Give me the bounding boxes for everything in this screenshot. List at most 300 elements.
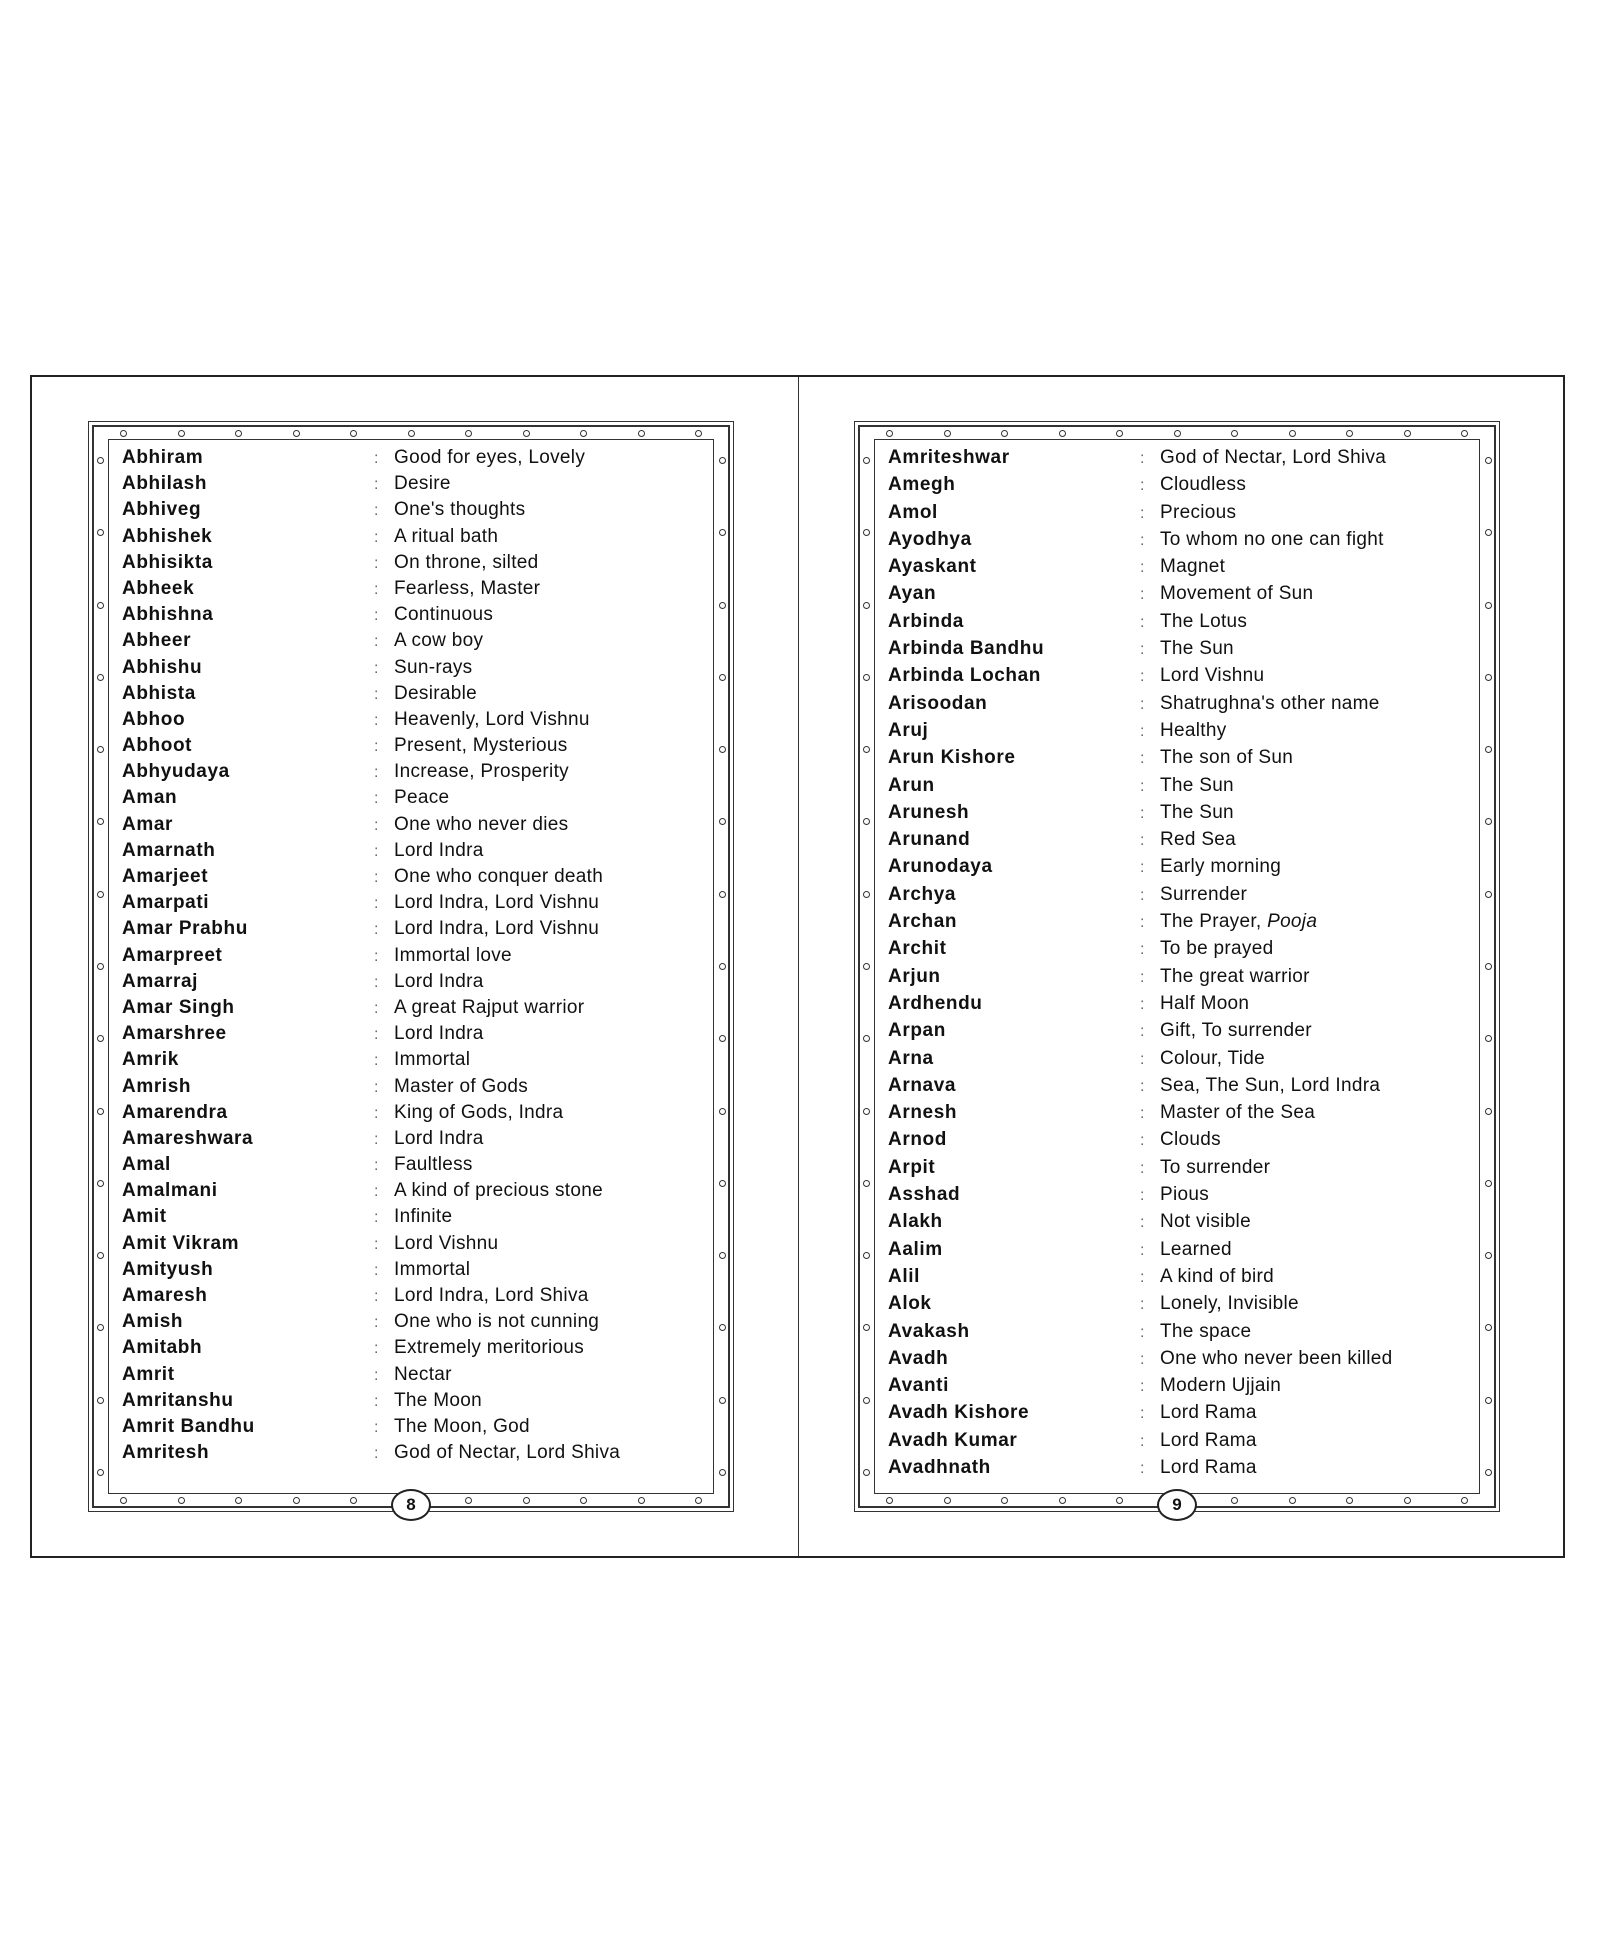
entry-meaning	[394, 997, 704, 1019]
entry-meaning	[394, 473, 704, 495]
entry-meaning-text: Heavenly, Lord Vishnu	[394, 708, 590, 730]
entry-meaning	[1160, 1293, 1470, 1315]
entry-meaning	[394, 630, 704, 652]
entry-meaning-text: A cow boy	[394, 630, 484, 652]
entry-name: Ayaskant	[888, 556, 977, 578]
frame-rivet	[719, 1469, 726, 1476]
name-entry	[888, 802, 1470, 829]
entry-name: Amarraj	[122, 970, 199, 992]
name-entry	[888, 1430, 1470, 1457]
entry-name: Archan	[888, 911, 958, 933]
frame-rivets-left	[860, 457, 872, 1476]
entry-name: Abhyudaya	[122, 761, 230, 783]
entry-name: Amrit	[122, 1363, 175, 1385]
name-entry	[122, 1390, 704, 1416]
frame-rivet	[863, 818, 870, 825]
entry-name: Aman	[122, 787, 178, 809]
entry-meaning-text: Sun-rays	[394, 656, 473, 678]
entry-name: Aruj	[888, 719, 929, 741]
entry-meaning-text: The Sun	[1160, 774, 1234, 796]
name-entry	[122, 1206, 704, 1232]
name-entry	[888, 1102, 1470, 1129]
name-entry	[888, 1184, 1470, 1211]
frame-rivet	[863, 674, 870, 681]
entry-meaning	[394, 1311, 704, 1333]
entry-separator: :	[374, 711, 379, 729]
entry-meaning-text: Lord Vishnu	[1160, 665, 1265, 687]
entry-name: Amar	[122, 813, 173, 835]
entry-meaning	[394, 526, 704, 548]
frame-rivet	[1461, 430, 1468, 437]
entry-separator: :	[1140, 450, 1145, 467]
name-entry	[122, 683, 704, 709]
entry-meaning-text: Desire	[394, 473, 451, 495]
entry-name: Amarnath	[122, 839, 216, 861]
frame-rivets-right	[1482, 457, 1494, 1476]
name-entry	[888, 884, 1470, 911]
entry-meaning-text: The Prayer,	[1160, 911, 1268, 933]
name-entry	[888, 474, 1470, 501]
name-entry	[888, 966, 1470, 993]
entry-name: Arna	[888, 1047, 934, 1069]
name-entry	[122, 1128, 704, 1154]
name-entry	[122, 1049, 704, 1075]
entry-meaning	[1160, 1239, 1470, 1261]
entry-meaning-text: Gift, To surrender	[1160, 1020, 1312, 1042]
entry-meaning-text: Lord Rama	[1160, 1402, 1257, 1424]
entry-separator: :	[1140, 1405, 1145, 1423]
name-entry	[122, 630, 704, 656]
name-entry	[122, 1102, 704, 1128]
frame-rivet	[523, 1497, 530, 1504]
entry-separator: :	[1140, 613, 1145, 631]
frame-rivet	[719, 963, 726, 970]
name-entry	[122, 892, 704, 918]
entry-meaning-text: Shatrughna's other name	[1160, 692, 1380, 714]
page-number: 9	[1157, 1489, 1197, 1521]
entry-name: Amareshwara	[122, 1127, 254, 1149]
entry-meaning-text: The great warrior	[1160, 965, 1310, 987]
frame-rivet	[97, 1252, 104, 1259]
entry-meaning-text: A kind of bird	[1160, 1265, 1275, 1287]
entry-meaning-text: Surrender	[1160, 883, 1248, 905]
entry-separator: :	[1140, 804, 1145, 822]
frame-rivet	[719, 1035, 726, 1042]
entry-separator: :	[374, 1314, 379, 1332]
entry-name: Amarpati	[122, 892, 210, 914]
entry-meaning-text: Red Sea	[1160, 829, 1237, 851]
name-entry	[888, 856, 1470, 883]
entry-separator: :	[1140, 504, 1145, 522]
frame-rivet	[97, 602, 104, 609]
name-list	[122, 447, 704, 1468]
entry-separator: :	[374, 580, 379, 598]
entry-meaning	[394, 447, 704, 469]
frame-rivet	[719, 818, 726, 825]
entry-name: Arunesh	[888, 801, 970, 823]
entry-name: Amitabh	[122, 1337, 203, 1359]
entry-meaning-text: A great Rajput warrior	[394, 996, 585, 1018]
entry-meaning	[1160, 1102, 1470, 1124]
entry-separator: :	[374, 554, 379, 572]
frame-rivet	[1116, 430, 1123, 437]
entry-separator: :	[374, 1052, 379, 1070]
entry-meaning	[1160, 502, 1470, 524]
entry-meaning-text: Lord Indra	[394, 1023, 484, 1045]
entry-separator: :	[374, 1445, 379, 1463]
entry-meaning-text: Sea, The Sun, Lord Indra	[1160, 1074, 1381, 1096]
entry-separator: :	[1140, 777, 1145, 795]
name-entry	[888, 747, 1470, 774]
entry-separator: :	[1140, 1241, 1145, 1259]
entry-meaning	[394, 683, 704, 705]
name-entry	[888, 829, 1470, 856]
entry-name: Abheek	[122, 577, 195, 599]
entry-name: Avadhnath	[888, 1456, 991, 1478]
name-entry	[122, 526, 704, 552]
entry-meaning	[1160, 1184, 1470, 1206]
entry-meaning	[1160, 1321, 1470, 1343]
entry-separator: :	[374, 1340, 379, 1358]
name-entry	[122, 997, 704, 1023]
name-entry	[122, 1285, 704, 1311]
name-entry	[122, 918, 704, 944]
frame-rivet	[1289, 1497, 1296, 1504]
entry-separator: :	[1140, 832, 1145, 850]
name-entry	[888, 993, 1470, 1020]
entry-name: Amar Singh	[122, 996, 235, 1018]
frame-rivet	[695, 1497, 702, 1504]
name-entry	[888, 1157, 1470, 1184]
frame-rivet	[719, 1108, 726, 1115]
frame-rivet	[863, 529, 870, 536]
frame-rivet	[1059, 1497, 1066, 1504]
name-entry	[888, 583, 1470, 610]
entry-separator: :	[1140, 722, 1145, 740]
name-entry	[122, 1233, 704, 1259]
entry-meaning	[394, 1180, 704, 1202]
frame-rivet	[863, 457, 870, 464]
entry-meaning	[394, 1285, 704, 1307]
entry-separator: :	[374, 947, 379, 965]
name-entry	[122, 1076, 704, 1102]
name-entry	[122, 840, 704, 866]
entry-meaning	[1160, 611, 1470, 633]
entry-name: Arisoodan	[888, 692, 988, 714]
entry-meaning-text: Lord Vishnu	[394, 1232, 499, 1254]
entry-separator: :	[1140, 886, 1145, 904]
frame-rivet	[97, 1180, 104, 1187]
name-entry	[888, 1075, 1470, 1102]
entry-separator: :	[374, 528, 379, 546]
entry-separator: :	[374, 1183, 379, 1201]
name-entry	[122, 761, 704, 787]
entry-meaning	[1160, 993, 1470, 1015]
name-entry	[122, 866, 704, 892]
entry-name: Amritanshu	[122, 1389, 234, 1411]
name-entry	[888, 665, 1470, 692]
entry-meaning-text: Lord Indra	[394, 1127, 484, 1149]
entry-separator: :	[374, 1157, 379, 1175]
entry-name: Amaresh	[122, 1285, 208, 1306]
name-entry	[122, 971, 704, 997]
entry-meaning-text: Desirable	[394, 682, 477, 704]
frame-rivet	[1485, 1180, 1492, 1187]
entry-name: Amrik	[122, 1049, 179, 1071]
entry-meaning	[1160, 1348, 1470, 1370]
entry-meaning-text: Extremely meritorious	[394, 1337, 585, 1359]
name-entry	[888, 611, 1470, 638]
frame-rivet	[944, 1497, 951, 1504]
entry-name: Arbinda Bandhu	[888, 638, 1045, 660]
frame-rivet	[1001, 1497, 1008, 1504]
entry-meaning	[1160, 720, 1470, 742]
entry-meaning-text: Magnet	[1160, 556, 1226, 578]
frame-rivets-top	[886, 427, 1468, 439]
entry-name: Arpan	[888, 1020, 946, 1042]
entry-meaning	[1160, 529, 1470, 551]
name-entry	[888, 1020, 1470, 1047]
frame-rivet	[863, 1035, 870, 1042]
frame-rivet	[1001, 430, 1008, 437]
frame-rivet	[863, 1180, 870, 1187]
entry-meaning-text: Master of the Sea	[1160, 1102, 1316, 1124]
entry-name: Avanti	[888, 1375, 949, 1397]
entry-meaning	[1160, 1020, 1470, 1042]
entry-name: Amarendra	[122, 1101, 228, 1123]
entry-name: Arnava	[888, 1074, 957, 1096]
entry-separator: :	[374, 842, 379, 860]
frame-rivet	[120, 430, 127, 437]
entry-separator: :	[374, 1418, 379, 1436]
frame-rivet	[863, 746, 870, 753]
entry-meaning	[1160, 938, 1470, 960]
entry-separator: :	[1140, 1378, 1145, 1396]
entry-separator: :	[374, 1366, 379, 1384]
frame-rivet	[97, 1397, 104, 1404]
frame-rivet	[886, 430, 893, 437]
name-entry	[888, 529, 1470, 556]
entry-meaning-text: Infinite	[394, 1206, 453, 1228]
entry-meaning-text: God of Nectar, Lord Shiva	[394, 1442, 621, 1464]
entry-meaning-text: Half Moon	[1160, 992, 1250, 1014]
frame-rivet	[1059, 430, 1066, 437]
frame-rivet	[1485, 529, 1492, 536]
entry-meaning-text: Precious	[1160, 501, 1237, 523]
name-entry	[888, 1457, 1470, 1484]
name-entry	[888, 447, 1470, 474]
entry-meaning	[394, 1102, 704, 1124]
entry-separator: :	[1140, 1214, 1145, 1232]
entry-meaning-text: One who never been killed	[1160, 1347, 1393, 1369]
entry-meaning-text: The son of Sun	[1160, 747, 1294, 769]
entry-separator: :	[374, 450, 379, 467]
entry-name: Avadh Kumar	[888, 1429, 1018, 1451]
entry-meaning-text: Learned	[1160, 1238, 1232, 1260]
frame-rivet	[1404, 430, 1411, 437]
entry-name: Abheer	[122, 630, 192, 652]
frame-rivet	[1485, 1035, 1492, 1042]
entry-name: Alok	[888, 1293, 932, 1315]
name-entry	[122, 814, 704, 840]
entry-separator: :	[374, 738, 379, 756]
entry-name: Abhisikta	[122, 551, 213, 573]
entry-meaning-text: Modern Ujjain	[1160, 1375, 1282, 1397]
entry-meaning-text: Pious	[1160, 1184, 1210, 1206]
entry-meaning-text: Immortal	[394, 1049, 471, 1071]
name-entry	[122, 1180, 704, 1206]
entry-meaning-text: Lord Indra	[394, 839, 484, 861]
frame-rivet	[863, 602, 870, 609]
entry-name: Arunand	[888, 829, 971, 851]
frame-rivet	[638, 430, 645, 437]
entry-meaning-text: On throne, silted	[394, 551, 539, 573]
name-entry	[122, 1416, 704, 1442]
frame-rivet	[1461, 1497, 1468, 1504]
entry-meaning	[1160, 1375, 1470, 1397]
entry-name: Ayan	[888, 583, 937, 605]
entry-separator: :	[374, 816, 379, 834]
frame-rivet	[863, 963, 870, 970]
entry-meaning-text: God of Nectar, Lord Shiva	[1160, 447, 1387, 468]
name-entry	[122, 604, 704, 630]
entry-separator: :	[374, 1235, 379, 1253]
entry-meaning	[1160, 1211, 1470, 1233]
frame-rivet	[97, 1469, 104, 1476]
entry-meaning	[394, 499, 704, 521]
entry-separator: :	[1140, 995, 1145, 1013]
right-page	[858, 425, 1496, 1514]
entry-meaning	[394, 657, 704, 679]
entry-meaning	[394, 1076, 704, 1098]
name-entry	[122, 709, 704, 735]
entry-meaning-text: Movement of Sun	[1160, 583, 1314, 605]
entry-name: Asshad	[888, 1184, 961, 1206]
entry-separator: :	[374, 895, 379, 913]
name-entry	[888, 693, 1470, 720]
entry-meaning-text: Clouds	[1160, 1129, 1221, 1151]
entry-meaning	[394, 1206, 704, 1228]
entry-meaning	[394, 1337, 704, 1359]
entry-meaning	[394, 866, 704, 888]
entry-meaning-text: Master of Gods	[394, 1075, 529, 1097]
entry-separator: :	[374, 659, 379, 677]
name-entry	[888, 1048, 1470, 1075]
entry-name: Amit	[122, 1206, 167, 1228]
frame-rivet	[719, 1252, 726, 1259]
entry-name: Arbinda Lochan	[888, 665, 1042, 687]
entry-name: Amar Prabhu	[122, 918, 248, 940]
frame-rivet	[178, 430, 185, 437]
frame-rivet	[1485, 602, 1492, 609]
entry-separator: :	[374, 1130, 379, 1148]
entry-meaning	[1160, 583, 1470, 605]
entry-meaning-text: Immortal love	[394, 944, 512, 966]
entry-name: Amol	[888, 501, 938, 523]
entry-separator: :	[1140, 914, 1145, 932]
entry-meaning-text: One who conquer death	[394, 866, 604, 887]
entry-meaning	[1160, 1157, 1470, 1179]
entry-name: Arjun	[888, 965, 941, 987]
name-entry	[122, 1311, 704, 1337]
entry-meaning	[1160, 802, 1470, 824]
entry-meaning	[394, 604, 704, 626]
entry-separator: :	[374, 607, 379, 625]
entry-name: Amrish	[122, 1075, 192, 1097]
entry-meaning-text: The Sun	[1160, 801, 1234, 823]
entry-meaning	[394, 1416, 704, 1438]
entry-name: Avakash	[888, 1320, 970, 1342]
frame-rivet	[580, 430, 587, 437]
entry-name: Abhilash	[122, 473, 208, 495]
entry-meaning	[394, 1364, 704, 1386]
entry-separator: :	[374, 502, 379, 520]
frame-rivets-top	[120, 427, 702, 439]
entry-meaning	[1160, 1129, 1470, 1151]
frame-rivet	[235, 1497, 242, 1504]
entry-name: Ayodhya	[888, 528, 972, 550]
entry-separator: :	[374, 1261, 379, 1279]
entry-meaning	[394, 578, 704, 600]
entry-meaning-italic: Pooja	[1267, 911, 1318, 933]
entry-separator: :	[1140, 1050, 1145, 1068]
entry-name: Abhoot	[122, 735, 193, 757]
entry-meaning	[394, 787, 704, 809]
frame-rivet	[580, 1497, 587, 1504]
entry-separator: :	[1140, 586, 1145, 604]
entry-name: Alakh	[888, 1211, 943, 1233]
entry-separator: :	[1140, 1023, 1145, 1041]
entry-separator: :	[374, 1288, 379, 1305]
entry-meaning	[1160, 829, 1470, 851]
entry-name: Amarjeet	[122, 866, 209, 887]
entry-name: Avadh Kishore	[888, 1402, 1030, 1424]
name-entry	[122, 735, 704, 761]
frame-rivet	[1231, 1497, 1238, 1504]
entry-meaning	[1160, 1048, 1470, 1070]
entry-name: Amritesh	[122, 1442, 210, 1464]
entry-separator: :	[1140, 531, 1145, 549]
entry-meaning-text: Lord Indra, Lord Vishnu	[394, 892, 600, 914]
entry-meaning-text: Colour, Tide	[1160, 1047, 1265, 1069]
entry-meaning-text: Lord Rama	[1160, 1456, 1257, 1478]
entry-name: Abhista	[122, 682, 196, 704]
entry-meaning-text: Present, Mysterious	[394, 735, 568, 757]
entry-meaning-text: The Lotus	[1160, 610, 1248, 632]
frame-rivet	[719, 1180, 726, 1187]
frame-rivet	[97, 457, 104, 464]
name-entry	[888, 1402, 1470, 1429]
frame-rivet	[1116, 1497, 1123, 1504]
frame-rivet	[1485, 457, 1492, 464]
entry-meaning	[394, 1128, 704, 1150]
entry-separator: :	[1140, 859, 1145, 877]
entry-separator: :	[1140, 1459, 1145, 1477]
frame-rivet	[1485, 891, 1492, 898]
entry-meaning	[1160, 856, 1470, 878]
frame-rivet	[1404, 1497, 1411, 1504]
name-entry	[888, 1239, 1470, 1266]
entry-meaning	[394, 761, 704, 783]
frame-rivet	[863, 1469, 870, 1476]
entry-name: Arnesh	[888, 1102, 958, 1124]
entry-meaning-text: Faultless	[394, 1154, 473, 1176]
entry-name: Archya	[888, 883, 957, 905]
entry-meaning	[394, 709, 704, 731]
name-entry	[122, 473, 704, 499]
entry-name: Abhiram	[122, 447, 204, 468]
entry-meaning-text: The Moon	[394, 1389, 482, 1411]
